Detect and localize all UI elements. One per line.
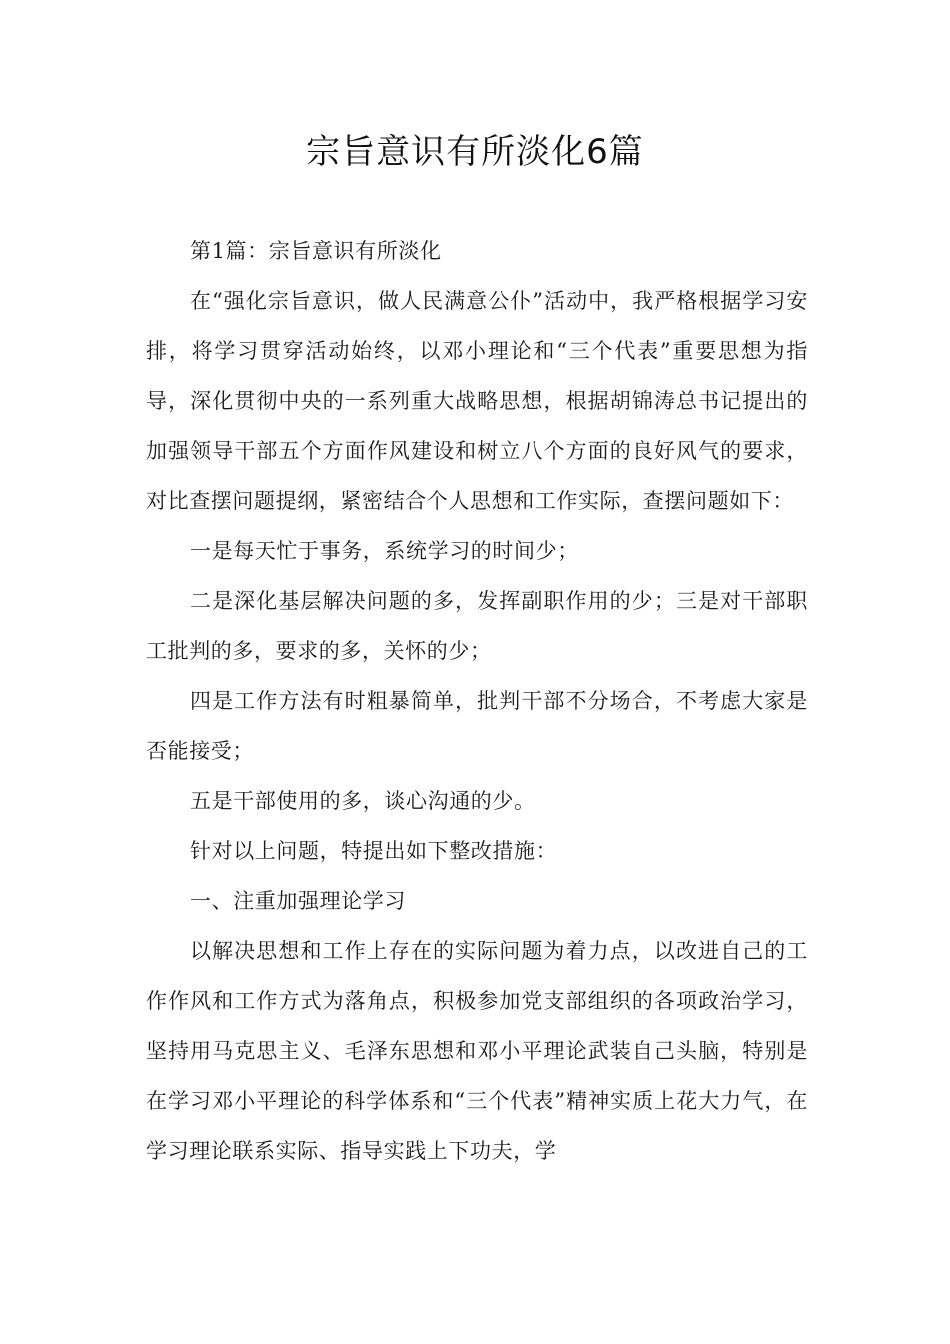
paragraph-section-heading: 第1篇：宗旨意识有所淡化 [190,239,442,263]
document-title: 宗旨意识有所淡化6篇 [306,132,644,172]
paragraph-problem-2-3: 二是深化基层解决问题的多，发挥副职作用的少；三是对干部职工批判的多，要求的多，关怀的少； [146,589,808,663]
paragraph-measure-body-1: 以解决思想和工作上存在的实际问题为着力点，以改进自己的工作作风和工作方式为落角点，积极参加党支部组织的各项政治学习，坚持用马克思主义、毛泽东思想和邓小平理论武装自己头脑，特别是在学习邓小平理论的科学体系和“三个代表”精神实质上花大力气，在学习理论联系实际、指导实践上下功夫，学 [146,939,808,1163]
paragraph-problem-4: 四是工作方法有时粗暴简单，批判干部不分场合，不考虑大家是否能接受； [146,689,808,763]
paragraph-problem-5: 五是干部使用的多，谈心沟通的少。 [190,789,536,813]
paragraph-measures-intro: 针对以上问题，特提出如下整改措施： [190,839,558,863]
paragraph-measure-heading-1: 一、注重加强理论学习 [190,889,406,913]
paragraph-problem-1: 一是每天忙于事务，系统学习的时间少； [190,539,579,563]
document-body [146,226,808,1176]
paragraph-intro: 在“强化宗旨意识，做人民满意公仆”活动中，我严格根据学习安排，将学习贯穿活动始终，以邓小理论和“三个代表”重要思想为指导，深化贯彻中央的一系列重大战略思想，根据胡锦涛总书记提出的加强领导干部五个方面作风建设和树立八个方面的良好风气的要求，对比查摆问题提纲，紧密结合个人思想和工作实际，查摆问题如下： [146,289,808,513]
